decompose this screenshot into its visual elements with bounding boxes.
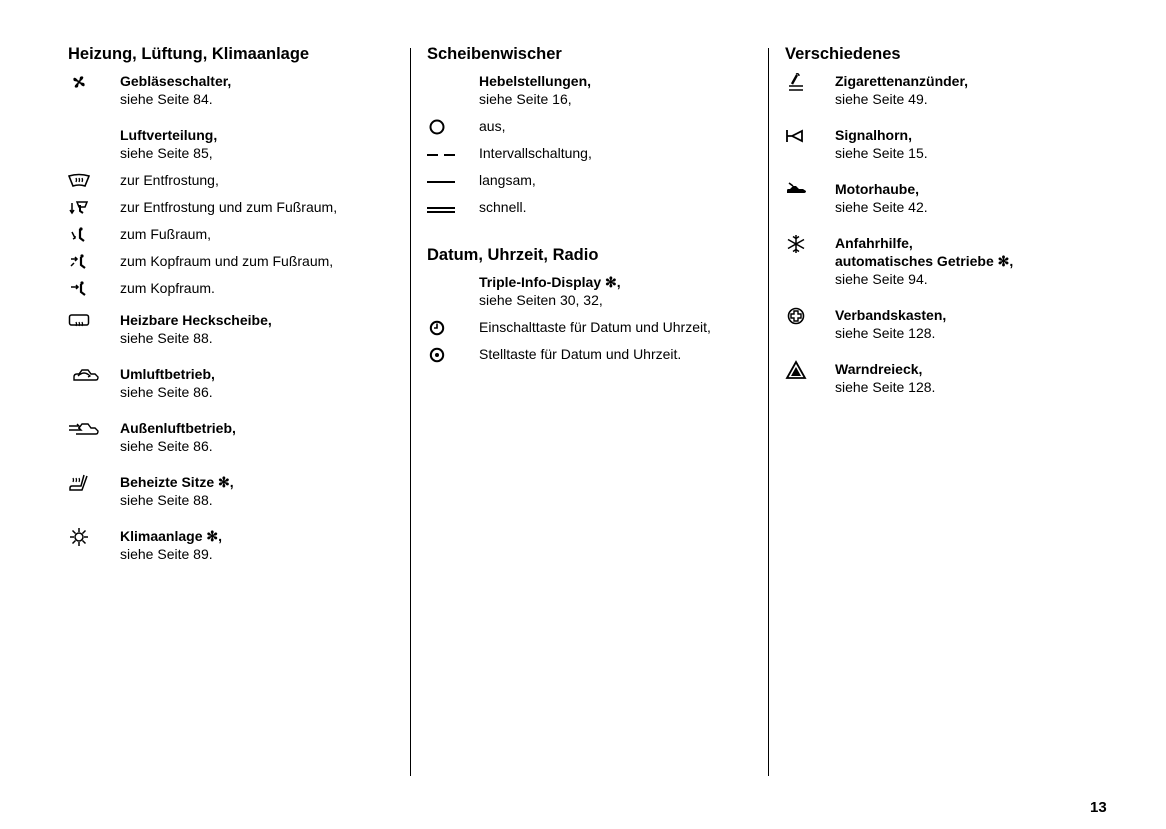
column-heating: [68, 40, 398, 563]
entry-starting-aid: Anfahrhilfe, automatisches Getriebe ✻, siehe Seite 94.: [785, 234, 1155, 288]
heated-seat-icon: [68, 474, 90, 492]
defrost-foot-icon: [68, 199, 90, 217]
entry-air-distribution: Luftverteilung, siehe Seite 85,: [120, 127, 218, 161]
snowflake-icon: [785, 235, 807, 253]
headroom-icon: [68, 280, 90, 298]
entry-recirculation: Umluftbetrieb, siehe Seite 86.: [68, 365, 398, 401]
entry-bonnet: Motorhaube, siehe Seite 42.: [785, 180, 1155, 216]
heading-heating: Heizung, Lüftung, Klimaanlage: [68, 45, 310, 63]
entry-wiper-interval: Intervallschaltung,: [427, 144, 757, 171]
entry-head: zum Kopfraum.: [68, 279, 398, 306]
entry-rear-window: Heizbare Heckscheibe, siehe Seite 88.: [68, 311, 398, 347]
entry-head-foot: zum Kopfraum und zum Fußraum,: [68, 252, 398, 279]
entry-first-aid-kit: Verbandskasten, siehe Seite 128.: [785, 306, 1155, 342]
warning-triangle-icon: [785, 361, 807, 379]
head-foot-icon: [68, 253, 90, 271]
entry-clock-set-button: Stelltaste für Datum und Uhrzeit.: [427, 345, 757, 372]
entry-fresh-air: Außenluftbetrieb, siehe Seite 86.: [68, 419, 398, 455]
cigarette-lighter-icon: [785, 73, 807, 91]
clock-set-icon: [427, 346, 449, 364]
horn-icon: [785, 127, 807, 145]
entry-defrost-foot: zur Entfrostung und zum Fußraum,: [68, 198, 398, 225]
fan-icon: [68, 73, 90, 91]
entry-wiper-fast: schnell.: [427, 198, 757, 225]
windscreen-defrost-icon: [68, 172, 90, 190]
recirculation-icon: [68, 366, 102, 384]
heading-date-time-radio: Datum, Uhrzeit, Radio: [427, 246, 599, 264]
entry-horn: Signalhorn, siehe Seite 15.: [785, 126, 1155, 162]
entry-triple-info-display: Triple-Info-Display ✻, siehe Seiten 30, 32,: [479, 274, 621, 308]
air-conditioning-icon: [68, 528, 90, 546]
entry-clock-on-button: Einschalttaste für Datum und Uhrzeit,: [427, 318, 757, 345]
rear-window-heat-icon: [68, 312, 90, 330]
entry-lever-positions: Hebelstellungen, siehe Seite 16,: [479, 73, 592, 107]
wiper-slow-icon: [427, 172, 457, 190]
first-aid-icon: [785, 307, 807, 325]
entry-wiper-slow: langsam,: [427, 171, 757, 198]
entry-wiper-off: aus,: [427, 117, 757, 144]
entry-air-conditioning: Klimaanlage ✻, siehe Seite 89.: [68, 527, 398, 563]
wiper-interval-icon: [427, 145, 457, 163]
bonnet-icon: [785, 181, 807, 199]
entry-foot: zum Fußraum,: [68, 225, 398, 252]
column-misc: [785, 40, 1155, 396]
clock-on-icon: [427, 319, 449, 337]
entry-defrost: zur Entfrostung,: [68, 171, 398, 198]
entry-cigarette-lighter: Zigarettenanzünder, siehe Seite 49.: [785, 72, 1155, 108]
entry-heated-seats: Beheizte Sitze ✻, siehe Seite 88.: [68, 473, 398, 509]
heading-wiper: Scheibenwischer: [427, 45, 562, 63]
fresh-air-icon: [68, 420, 102, 438]
column-divider-2: [768, 48, 769, 776]
wiper-off-icon: [427, 118, 449, 136]
entry-blower-switch: Gebläseschalter, siehe Seite 84.: [68, 72, 398, 108]
column-divider-1: [410, 48, 411, 776]
column-wiper: [427, 40, 757, 372]
footwell-icon: [68, 226, 90, 244]
heading-misc: Verschiedenes: [785, 45, 901, 63]
wiper-fast-icon: [427, 199, 457, 217]
entry-warning-triangle: Warndreieck, siehe Seite 128.: [785, 360, 1155, 396]
page-number: 13: [1090, 799, 1107, 816]
